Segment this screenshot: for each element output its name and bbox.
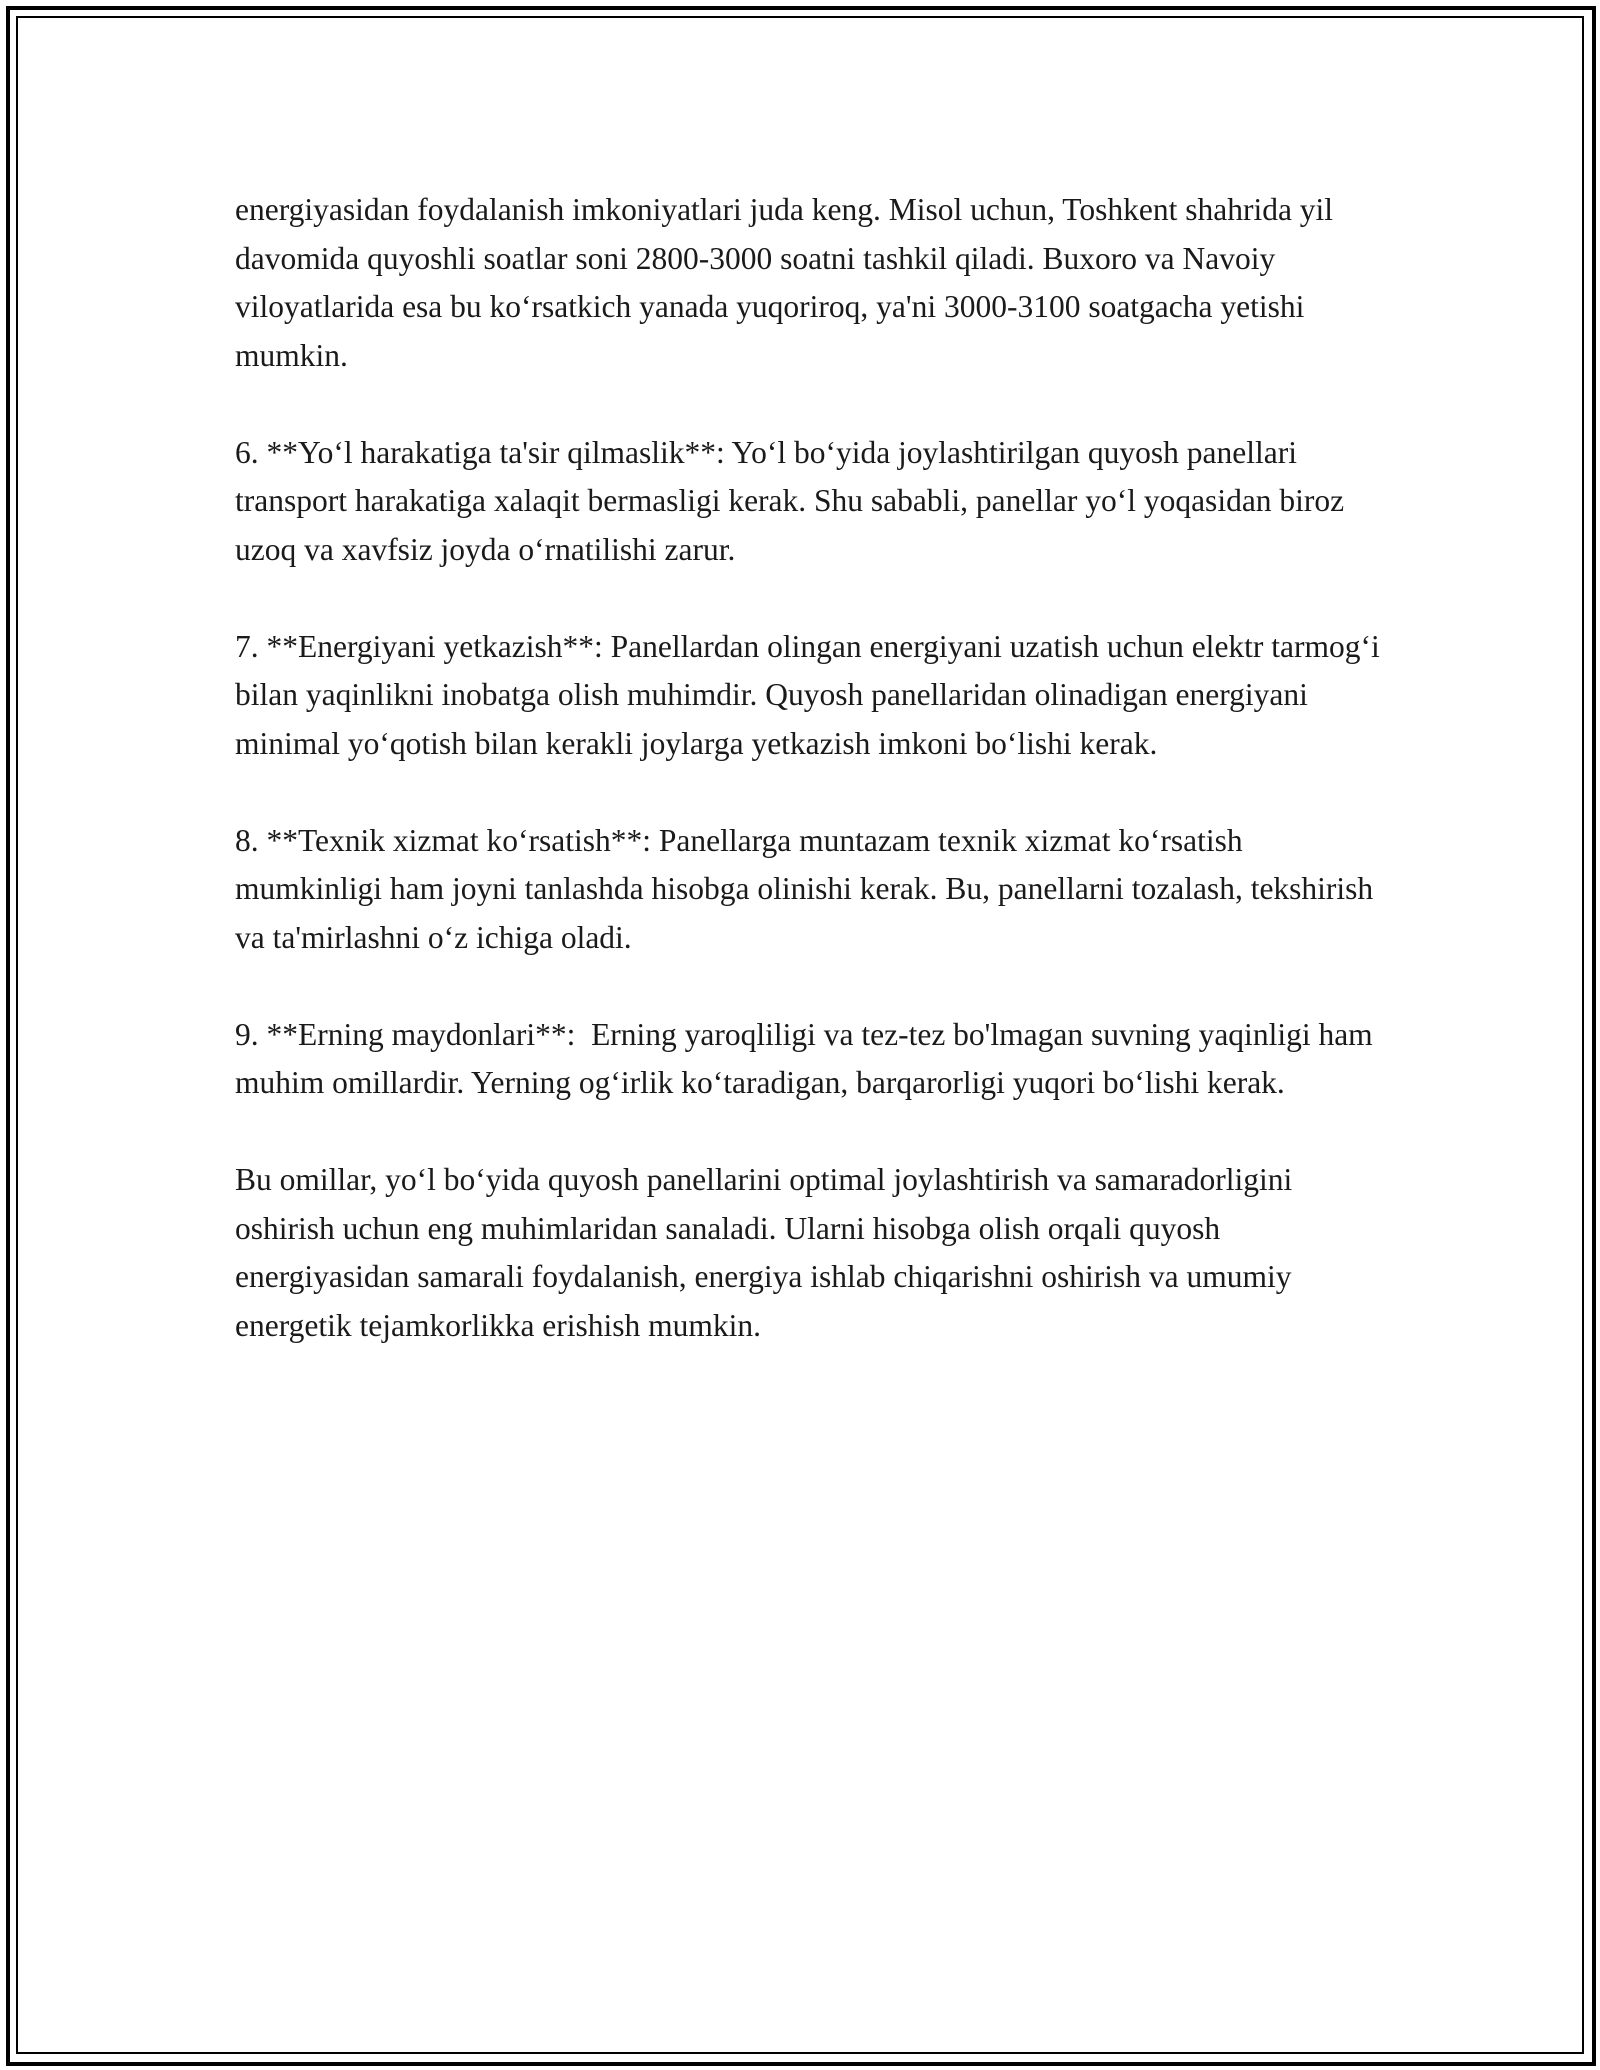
paragraph-item-7-energy-delivery: 7. **Energiyani yetkazish**: Panellardan olingan energiyani uzatish uchun elektr tarmog‘i bilan yaqinlikni inobatga olish muhimdir. Quyosh panellaridan olinadigan energiyani minimal yo‘qotish bilan kerakli joylarga yetkazish imkoni bo‘lishi kerak. (235, 628, 1388, 761)
paragraph-item-8-maintenance: 8. **Texnik xizmat ko‘rsatish**: Panellarga muntazam texnik xizmat ko‘rsatish mumkinligi ham joyni tanlashda hisobga olinishi kerak. Bu, panellarni tozalash, tekshirish va ta'mirlashni o‘z ichiga oladi. (235, 822, 1382, 955)
paragraph-solar-hours: energiyasidan foydalanish imkoniyatlari juda keng. Misol uchun, Toshkent shahrida yil davomida quyoshli soatlar soni 2800-3000 soatni tashkil qiladi. Buxoro va Navoiy viloyatlarida esa bu ko‘rsatkich yanada yuqoriroq, ya'ni 3000-3100 soatgacha yetishi mumkin. (235, 192, 1341, 373)
document-body (235, 186, 1388, 1350)
paragraph-conclusion: Bu omillar, yo‘l bo‘yida quyosh panellarini optimal joylashtirish va samaradorligini oshirish uchun eng muhimlaridan sanaladi. Ularni hisobga olish orqali quyosh energiyasidan samarali foydalanish, energiya ishlab chiqarishni oshirish va umumiy energetik tejamkorlikka erishish mumkin. (235, 1162, 1301, 1343)
paragraph-item-9-land: 9. **Erning maydonlari**: Erning yaroqliligi va tez-tez bo'lmagan suvning yaqinligi ham muhim omillardir. Yerning og‘irlik ko‘taradigan, barqarorligi yuqori bo‘lishi kerak. (235, 1016, 1381, 1100)
paragraph-item-6-traffic: 6. **Yo‘l harakatiga ta'sir qilmaslik**: Yo‘l bo‘yida joylashtirilgan quyosh panellari transport harakatiga xalaqit bermasligi kerak. Shu sababli, panellar yo‘l yoqasidan biroz uzoq va xavfsiz joyda o‘rnatilishi zarur. (235, 434, 1353, 567)
